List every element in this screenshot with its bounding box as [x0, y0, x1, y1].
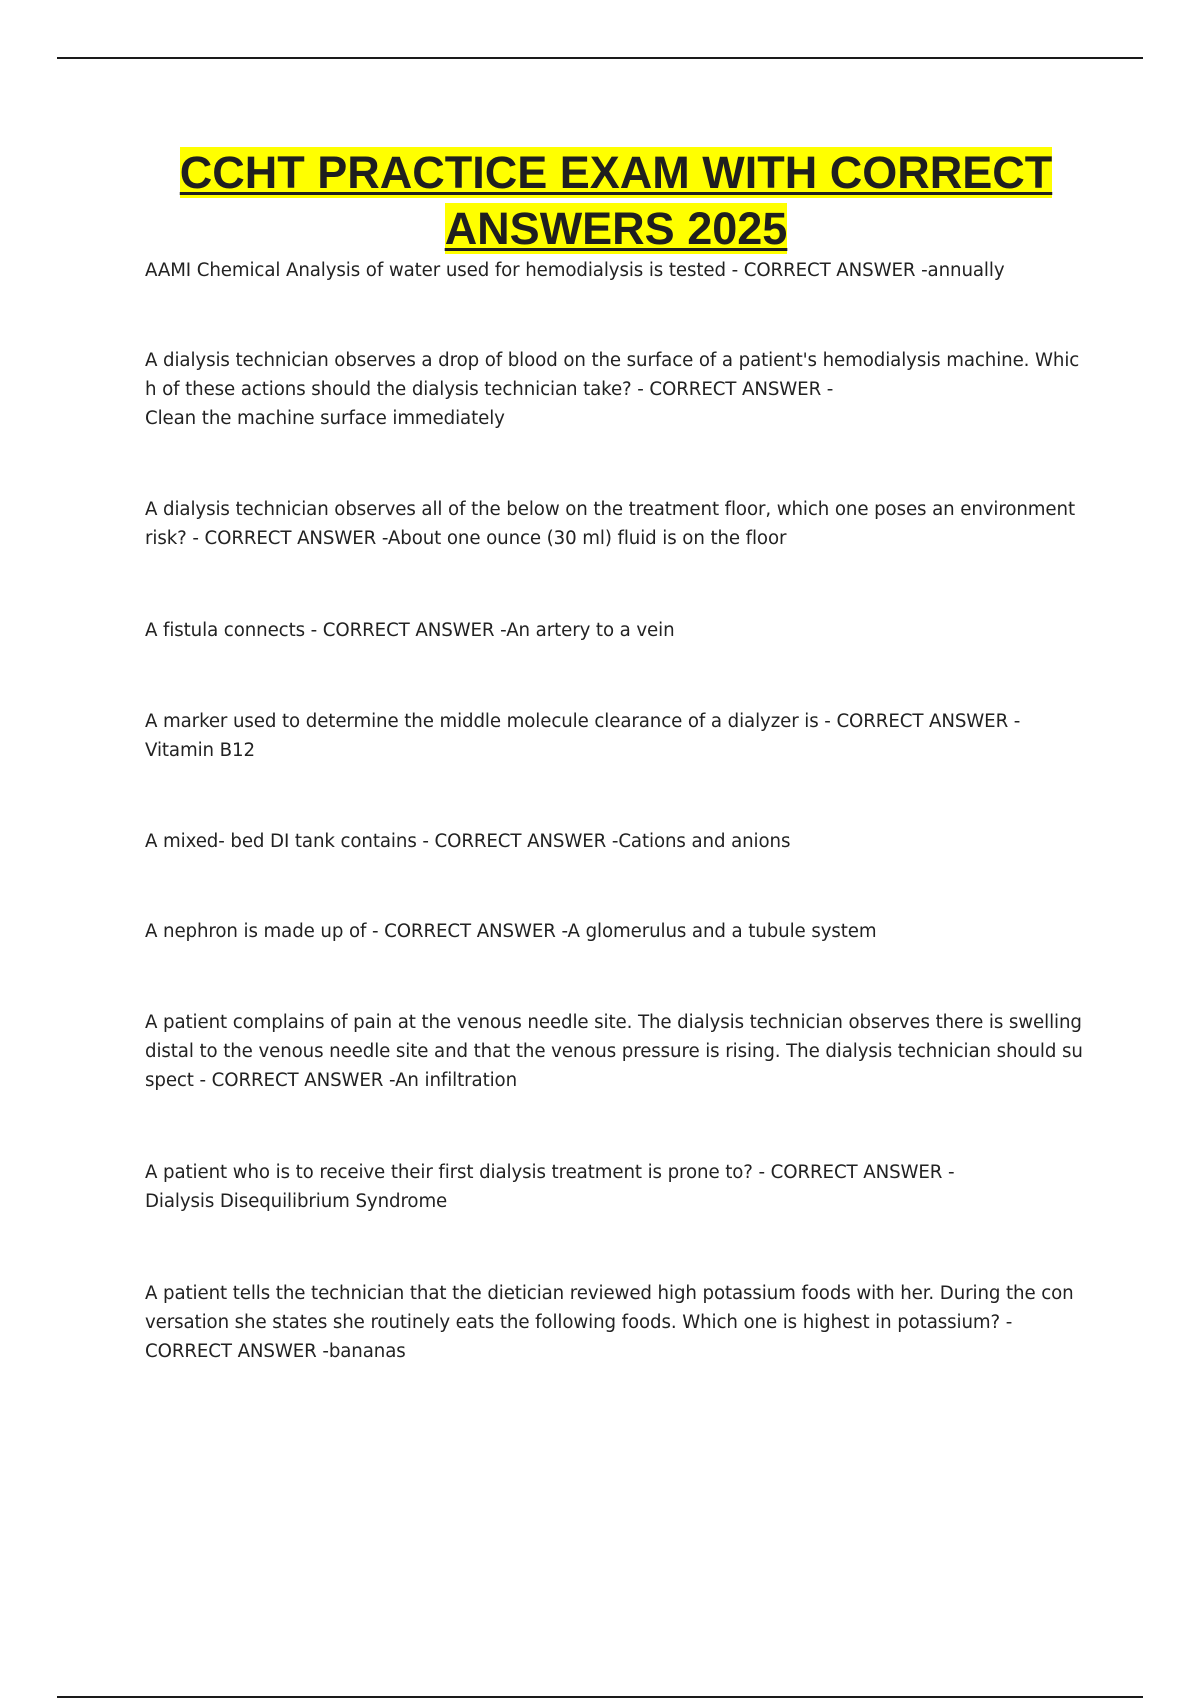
- qa-item-5: A marker used to determine the middle molecule clearance of a dialyzer is - CORRECT ANSWER - Vitamin B12: [145, 711, 1021, 761]
- qa-item-2: A dialysis technician observes a drop of blood on the surface of a patient's hemodialysis machine. Whic h of these actions should the dialysis technician take? - CORRECT ANSWER - Clean the machine surface immediately: [145, 350, 1080, 429]
- bottom-rule: [57, 1696, 1143, 1698]
- top-rule: [57, 57, 1143, 59]
- qa-item-6: A mixed- bed DI tank contains - CORRECT ANSWER -Cations and anions: [145, 831, 791, 852]
- qa-item-1: AAMI Chemical Analysis of water used for hemodialysis is tested - CORRECT ANSWER -annually: [145, 260, 1005, 281]
- qa-item-3: A dialysis technician observes all of the below on the treatment floor, which one poses an environment risk? - CORRECT ANSWER -About one ounce (30 ml) fluid is on the floor: [145, 499, 1075, 549]
- title-block: [140, 145, 1092, 257]
- qa-item-4: A fistula connects - CORRECT ANSWER -An artery to a vein: [145, 620, 675, 641]
- qa-item-8: A patient complains of pain at the venous needle site. The dialysis technician observes there is swelling distal to the venous needle site and that the venous pressure is rising. The dialysis technician should su spect - CORRECT ANSWER -An infiltration: [145, 1012, 1083, 1091]
- document-title: CCHT PRACTICE EXAM WITH CORRECT ANSWERS 2025: [179, 147, 1053, 254]
- qa-item-9: A patient who is to receive their first dialysis treatment is prone to? - CORRECT ANSWER - Dialysis Disequilibrium Syndrome: [145, 1162, 955, 1212]
- qa-item-7: A nephron is made up of - CORRECT ANSWER -A glomerulus and a tubule system: [145, 921, 877, 942]
- qa-item-10: A patient tells the technician that the dietician reviewed high potassium foods with her. During the con versation she states she routinely eats the following foods. Which one is highest in potassium? - CORRECT ANSWER -bananas: [145, 1283, 1074, 1362]
